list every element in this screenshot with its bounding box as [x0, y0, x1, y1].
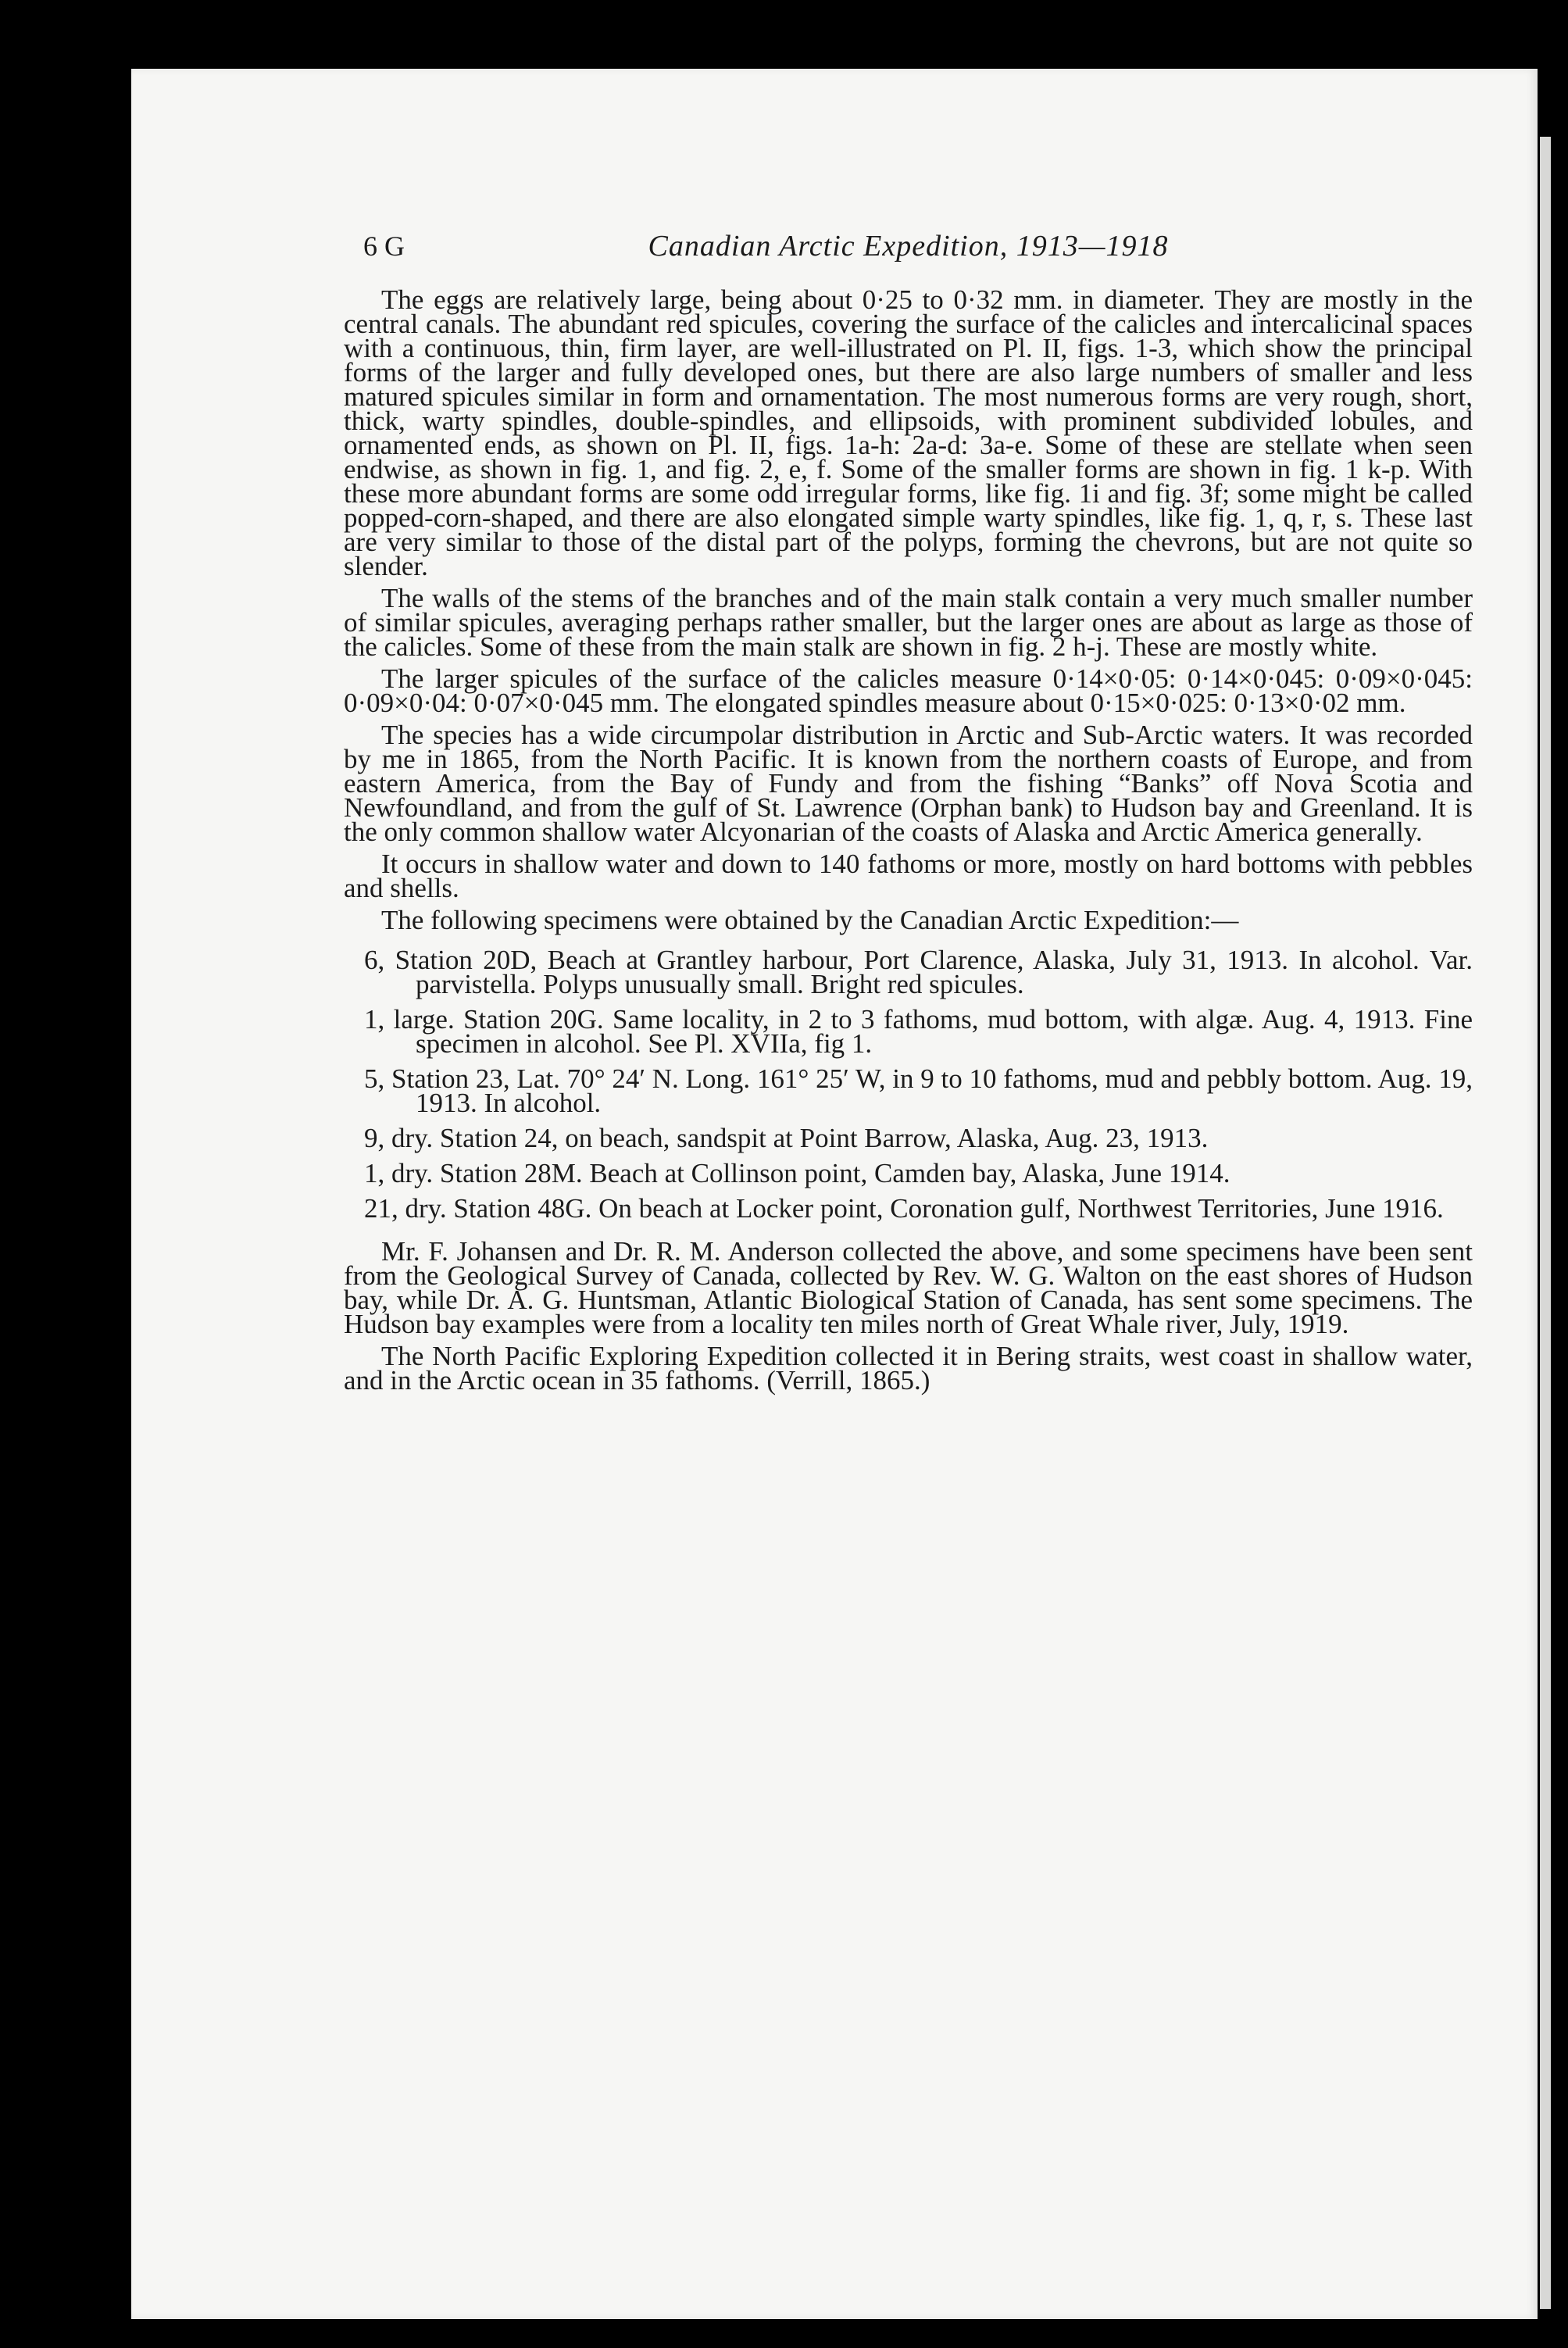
page-edge [1540, 137, 1551, 2309]
running-title: Canadian Arctic Expedition, 1913—1918 [648, 230, 1169, 263]
page-text [344, 230, 1473, 1400]
paragraph-measurements: The larger spicules of the surface of the calicles measure 0·14×0·05: 0·14×0·045: 0·09×0·045: 0·09×0·04: 0·07×0·045 mm. The elongated spindles measure about 0·15×0·025: 0·13×0·02 mm. [344, 663, 1473, 718]
paragraph-distribution: The species has a wide circumpolar distribution in Arctic and Sub-Arctic waters. It was recorded by me in 1865, from the North Pacific. It is known from the northern coasts of Europe, and from eastern America, from the Bay of Fundy and from the fishing “Banks” off Nova Scotia and Newfoundland, and from the gulf of St. Lawrence (Orphan bank) to Hudson bay and Greenland. It is the only common shallow water Alcyonarian of the coasts of Alaska and Arctic America generally. [344, 720, 1473, 847]
specimen-item: 5, Station 23, Lat. 70° 24′ N. Long. 161° 25′ W, in 9 to 10 fathoms, mud and pebbly bottom. Aug. 19, 1913. In alcohol. [364, 1063, 1473, 1118]
paragraph-collectors: Mr. F. Johansen and Dr. R. M. Anderson collected the above, and some specimens have been sent from the Geological Survey of Canada, collected by Rev. W. G. Walton on the east shores of Hudson bay, while Dr. A. G. Huntsman, Atlantic Biological Station of Canada, has sent some specimens. The Hudson bay examples were from a locality ten miles north of Great Whale river, July, 1919. [344, 1236, 1473, 1339]
paragraph-specimens-intro: The following specimens were obtained by the Canadian Arctic Expedition:— [381, 905, 1239, 935]
paragraph-eggs-spicules: The eggs are relatively large, being about 0·25 to 0·32 mm. in diameter. They are mostly in the central canals. The abundant red spicules, covering the surface of the calicles and intercalicinal spaces with a continuous, thin, firm layer, are well-illustrated on Pl. II, figs. 1-3, which show the principal forms of the larger and fully developed ones, but there are also large numbers of smaller and less matured spicules similar in form and ornamentation. The most numerous forms are very rough, short, thick, warty spindles, double-spindles, and ellipsoids, with prominent subdivided lobules, and ornamented ends, as shown on Pl. II, figs. 1a-h: 2a-d: 3a-e. Some of these are stellate when seen endwise, as shown in fig. 1, and fig. 2, e, f. Some of the smaller forms are shown in fig. 1 k-p. With these more abundant forms are some odd irregular forms, like fig. 1i and fig. 3f; some might be called popped-corn-shaped, and there are also elongated simple warty spindles, like fig. 1, q, r, s. These last are very similar to those of the distal part of the polyps, forming the chevrons, but are not quite so slender. [344, 284, 1473, 581]
running-head [344, 230, 1473, 267]
paragraph-north-pacific: The North Pacific Exploring Expedition collected it in Bering straits, west coast in shallow water, and in the Arctic ocean in 35 fathoms. (Verrill, 1865.) [344, 1341, 1473, 1396]
specimen-item: 21, dry. Station 48G. On beach at Locker point, Coronation gulf, Northwest Territories, June 1916. [364, 1193, 1444, 1224]
specimen-item: 1, dry. Station 28M. Beach at Collinson point, Camden bay, Alaska, June 1914. [364, 1158, 1230, 1188]
paragraph-stem-walls: The walls of the stems of the branches and of the main stalk contain a very much smaller number of similar spicules, averaging perhaps rather smaller, but the larger ones are about as large as those of the calicles. Some of these from the main stalk are shown in fig. 2 h-j. These are mostly white. [344, 583, 1473, 662]
specimen-list [344, 945, 1473, 1224]
specimen-item: 1, large. Station 20G. Same locality, in 2 to 3 fathoms, mud bottom, with algæ. Aug. 4, 1913. Fine specimen in alcohol. See Pl. XVIIa, fig 1. [364, 1004, 1473, 1059]
specimen-item: 9, dry. Station 24, on beach, sandspit at Point Barrow, Alaska, Aug. 23, 1913. [364, 1123, 1209, 1153]
page-number: 6 G [363, 231, 405, 262]
specimen-item: 6, Station 20D, Beach at Grantley harbour, Port Clarence, Alaska, July 31, 1913. In alcohol. Var. parvistella. Polyps unusually small. Bright red spicules. [364, 945, 1473, 999]
paragraph-depth: It occurs in shallow water and down to 140 fathoms or more, mostly on hard bottoms with pebbles and shells. [344, 849, 1473, 903]
